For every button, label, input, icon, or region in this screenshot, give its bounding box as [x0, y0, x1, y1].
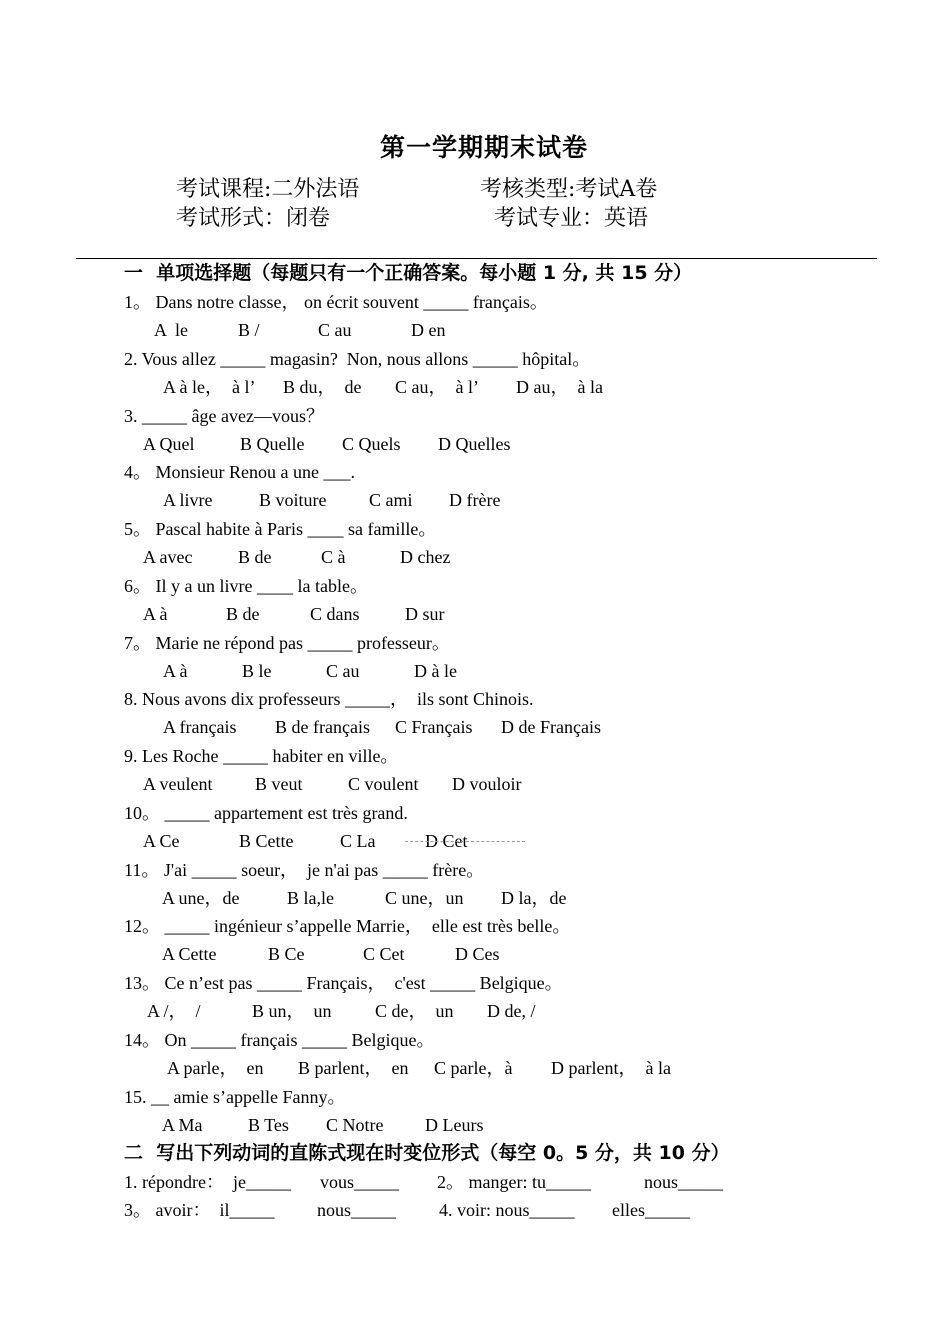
- question-5: 5。 Pascal habite à Paris ____ sa famille。: [124, 519, 437, 539]
- option-c: C La: [340, 831, 376, 851]
- option-c: C au: [326, 661, 360, 681]
- option-b: B Tes: [248, 1115, 289, 1135]
- option-c: C Quels: [342, 434, 401, 454]
- option-b: B un， un: [252, 1001, 332, 1021]
- option-d: D Cet: [425, 831, 468, 851]
- question-2: 2. Vous allez _____ magasin? Non, nous allons _____ hôpital。: [124, 349, 591, 369]
- question-6: 6。 Il y a un livre ____ la table。: [124, 576, 368, 596]
- question-13: 13。 Ce n’est pas _____ Français， c'est _____ Belgique。: [124, 973, 563, 993]
- question-8: 8. Nous avons dix professeurs _____， ils sont Chinois.: [124, 689, 534, 709]
- question-9: 9. Les Roche _____ habiter en ville。: [124, 746, 399, 766]
- option-d: D la，de: [501, 888, 567, 908]
- option-c: C Cet: [363, 944, 405, 964]
- option-b: B de: [226, 604, 260, 624]
- option-a: A Ce: [143, 831, 180, 851]
- option-c: C de， un: [375, 1001, 454, 1021]
- option-a: A veulent: [143, 774, 213, 794]
- option-a: A une，de: [162, 888, 240, 908]
- question-7: 7。 Marie ne répond pas _____ professeur。: [124, 633, 450, 653]
- question-11: 11。 J'ai _____ soeur， je n'ai pas _____ frère。: [124, 860, 485, 880]
- conjugation-item: nous_____: [644, 1172, 724, 1192]
- option-d: D parlent， à la: [551, 1058, 671, 1078]
- option-c: C au， à l’: [395, 377, 479, 397]
- option-d: D à le: [414, 661, 457, 681]
- option-a: A français: [163, 717, 237, 737]
- section2-heading: 二 写出下列动词的直陈式现在时变位形式（每空 0。5 分，共 10 分）: [124, 1142, 730, 1164]
- option-a: A parle， en: [167, 1058, 264, 1078]
- option-a: A Cette: [162, 944, 217, 964]
- question-10: 10。 _____ appartement est très grand.: [124, 803, 408, 823]
- question-1: 1。 Dans notre classe， on écrit souvent _____ français。: [124, 292, 548, 312]
- option-b: B de: [238, 547, 272, 567]
- option-b: B Cette: [239, 831, 294, 851]
- option-a: A Quel: [143, 434, 195, 454]
- option-c: C Français: [395, 717, 473, 737]
- option-d: D chez: [400, 547, 451, 567]
- question-3: 3. _____ âge avez—vous？: [124, 406, 324, 426]
- option-b: B du， de: [283, 377, 362, 397]
- option-c: C au: [318, 320, 352, 340]
- option-d: D vouloir: [452, 774, 522, 794]
- option-a: A à: [143, 604, 168, 624]
- option-c: C ami: [369, 490, 413, 510]
- exam-major: 考试专业：英语: [494, 206, 649, 231]
- option-b: B le: [242, 661, 272, 681]
- option-d: D de, /: [487, 1001, 536, 1021]
- option-c: C une，un: [385, 888, 464, 908]
- option-b: B la,le: [287, 888, 334, 908]
- question-14: 14。 On _____ français _____ Belgique。: [124, 1030, 435, 1050]
- option-c: C dans: [310, 604, 360, 624]
- conjugation-item: 1. répondre： je_____: [124, 1172, 291, 1192]
- option-c: C voulent: [348, 774, 419, 794]
- option-b: B voiture: [259, 490, 327, 510]
- option-c: C Notre: [326, 1115, 384, 1135]
- conjugation-item: 3。 avoir： il_____: [124, 1200, 275, 1220]
- option-d: D au， à la: [516, 377, 603, 397]
- question-12: 12。 _____ ingénieur s’appelle Marrie， elle est très belle。: [124, 916, 571, 936]
- option-b: B de français: [275, 717, 370, 737]
- option-d: D Quelles: [438, 434, 511, 454]
- exam-form: 考试形式：闭卷: [176, 206, 331, 231]
- option-d: D frère: [449, 490, 501, 510]
- option-d: D en: [411, 320, 446, 340]
- option-c: C parle，à: [434, 1058, 513, 1078]
- option-b: B Ce: [268, 944, 305, 964]
- exam-type: 考核类型:考试A卷: [480, 177, 658, 202]
- question-4: 4。 Monsieur Renou a une ___.: [124, 462, 355, 482]
- option-a: A livre: [163, 490, 213, 510]
- option-c: C à: [321, 547, 346, 567]
- option-b: B Quelle: [240, 434, 305, 454]
- option-d: D de Français: [501, 717, 601, 737]
- option-a: A à: [163, 661, 188, 681]
- conjugation-item: 2。 manger: tu_____: [437, 1172, 591, 1192]
- option-d: D sur: [405, 604, 445, 624]
- option-a: A le: [154, 320, 188, 340]
- option-a: A à le， à l’: [163, 377, 256, 397]
- conjugation-item: nous_____: [317, 1200, 397, 1220]
- option-a: A /， /: [147, 1001, 201, 1021]
- conjugation-item: vous_____: [320, 1172, 400, 1192]
- option-d: D Leurs: [425, 1115, 484, 1135]
- page-title: 第一学期期末试卷: [379, 133, 588, 162]
- option-d: D Ces: [455, 944, 500, 964]
- exam-course: 考试课程:二外法语: [176, 177, 360, 202]
- option-b: B parlent， en: [298, 1058, 409, 1078]
- section1-heading: 一 单项选择题（每题只有一个正确答案。每小题 1 分, 共 15 分）: [124, 262, 693, 284]
- option-a: A Ma: [162, 1115, 203, 1135]
- option-b: B /: [238, 320, 260, 340]
- option-a: A avec: [143, 547, 193, 567]
- conjugation-item: 4. voir: nous_____: [439, 1200, 575, 1220]
- scan-artifact: [405, 841, 525, 842]
- header-divider: [76, 258, 877, 259]
- conjugation-item: elles_____: [612, 1200, 690, 1220]
- question-15: 15. __ amie s’appelle Fanny。: [124, 1087, 346, 1107]
- option-b: B veut: [255, 774, 303, 794]
